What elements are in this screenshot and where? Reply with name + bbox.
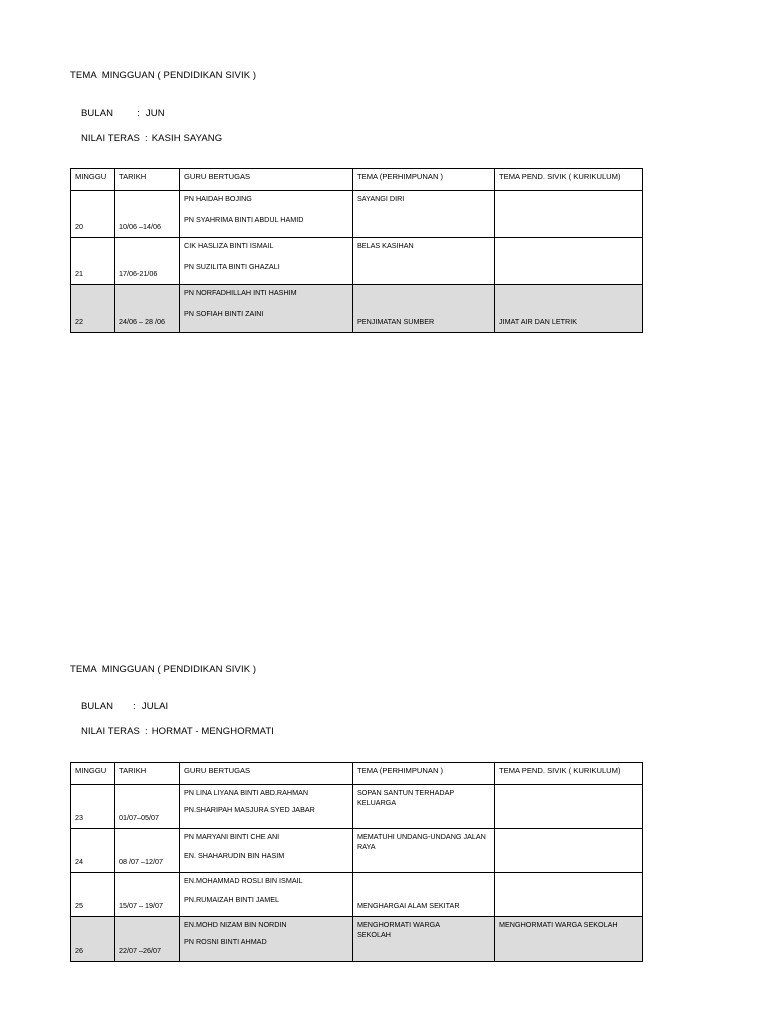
cell-guru [180,873,353,917]
nilai-line [70,121,222,157]
header-tema-perhimpunan: TEMA (PERHIMPUNAN ) [353,763,495,785]
guru-name-1: PN LINA LIYANA BINTI ABD.RAHMAN [184,788,309,797]
header-tema-perhimpunan: TEMA (PERHIMPUNAN ) [353,169,495,191]
guru-name-1: CIK HASLIZA BINTI ISMAIL [184,241,274,250]
table-header-row [71,763,643,785]
nilai-value: KASIH SAYANG [151,133,223,144]
section-jun [70,70,650,340]
nilai-sep: : [144,726,148,737]
bulan-value: JULAI [141,701,169,712]
cell-tarikh: 08 /07 –12/07 [115,829,180,873]
cell-sivik [495,238,643,285]
guru-name-2: PN SYAHRIMA BINTI ABDUL HAMID [184,215,304,224]
cell-tema: PENJIMATAN SUMBER [353,285,495,333]
guru-name-2: PN.RUMAIZAH BINTI JAMEL [184,895,280,904]
cell-sivik [495,873,643,917]
guru-name-1: PN MARYANI BINTI CHE ANI [184,832,280,841]
bulan-sep: : [133,701,136,712]
header-tarikh: TARIKH [115,763,180,785]
header-minggu: MINGGU [71,169,115,191]
cell-guru [180,829,353,873]
cell-tema: SOPAN SANTUN TERHADAP KELUARGA [353,785,495,829]
cell-minggu: 25 [71,873,115,917]
bulan-label: BULAN [80,108,114,119]
guru-name-2: EN. SHAHARUDIN BIN HASIM [184,851,285,860]
nilai-label: NILAI TERAS [80,726,140,737]
table-row [71,191,643,238]
cell-sivik: MENGHORMATI WARGA SEKOLAH [495,917,643,962]
header-tema-sivik: TEMA PEND. SIVIK ( KURIKULUM) [495,763,643,785]
cell-tarikh: 22/07 –26/07 [115,917,180,962]
cell-minggu: 22 [71,285,115,333]
schedule-table-julai [70,762,643,962]
nilai-line [70,714,274,750]
cell-tarikh: 01/07–05/07 [115,785,180,829]
cell-guru [180,238,353,285]
guru-name-2: PN ROSNI BINTI AHMAD [184,937,267,946]
table-row [71,238,643,285]
table-row [71,285,643,333]
header-guru-bertugas: GURU BERTUGAS [180,169,353,191]
cell-tema: BELAS KASIHAN [353,238,495,285]
table-row [71,917,643,962]
guru-name-2: PN.SHARIPAH MASJURA SYED JABAR [184,805,315,814]
section-julai [70,664,650,974]
cell-minggu: 23 [71,785,115,829]
cell-guru [180,191,353,238]
cell-sivik: JIMAT AIR DAN LETRIK [495,285,643,333]
guru-name-1: EN.MOHAMMAD ROSLI BIN ISMAIL [184,876,303,885]
cell-minggu: 21 [71,238,115,285]
guru-name-2: PN SOFIAH BINTI ZAINI [184,309,264,318]
table-row [71,785,643,829]
cell-tema: MEMATUHI UNDANG-UNDANG JALAN RAYA [353,829,495,873]
bulan-label: BULAN [80,701,114,712]
cell-tarikh: 15/07 – 19/07 [115,873,180,917]
nilai-sep: : [144,133,148,144]
cell-guru [180,785,353,829]
cell-tarikh: 24/06 – 28 /06 [115,285,180,333]
cell-minggu: 20 [71,191,115,238]
cell-tarikh: 10/06 –14/06 [115,191,180,238]
bulan-sep: : [137,108,140,119]
table-row [71,829,643,873]
cell-minggu: 26 [71,917,115,962]
guru-name-1: PN HAIDAH BOJING [184,194,252,203]
header-guru-bertugas: GURU BERTUGAS [180,763,353,785]
header-tema-sivik: TEMA PEND. SIVIK ( KURIKULUM) [495,169,643,191]
table-row [71,873,643,917]
cell-tarikh: 17/06-21/06 [115,238,180,285]
cell-sivik [495,191,643,238]
cell-minggu: 24 [71,829,115,873]
guru-name-1: EN.MOHD NIZAM BIN NORDIN [184,920,287,929]
cell-sivik [495,829,643,873]
tema-title: TEMA MINGGUAN ( PENDIDIKAN SIVIK ) [70,664,257,675]
nilai-label: NILAI TERAS [80,133,140,144]
tema-title: TEMA MINGGUAN ( PENDIDIKAN SIVIK ) [70,70,257,81]
cell-guru [180,917,353,962]
cell-tema: MENGHARGAI ALAM SEKITAR [353,873,495,917]
bulan-value: JUN [145,108,165,119]
cell-tema: MENGHORMATI WARGA SEKOLAH [353,917,495,962]
cell-tema: SAYANGI DIRI [353,191,495,238]
cell-sivik [495,785,643,829]
table-header-row [71,169,643,191]
header-tarikh: TARIKH [115,169,180,191]
guru-name-2: PN SUZILITA BINTI GHAZALI [184,262,280,271]
guru-name-1: PN NORFADHILLAH INTI HASHIM [184,288,297,297]
cell-guru [180,285,353,333]
schedule-table-jun [70,168,643,333]
nilai-value: HORMAT - MENGHORMATI [151,726,275,737]
header-minggu: MINGGU [71,763,115,785]
